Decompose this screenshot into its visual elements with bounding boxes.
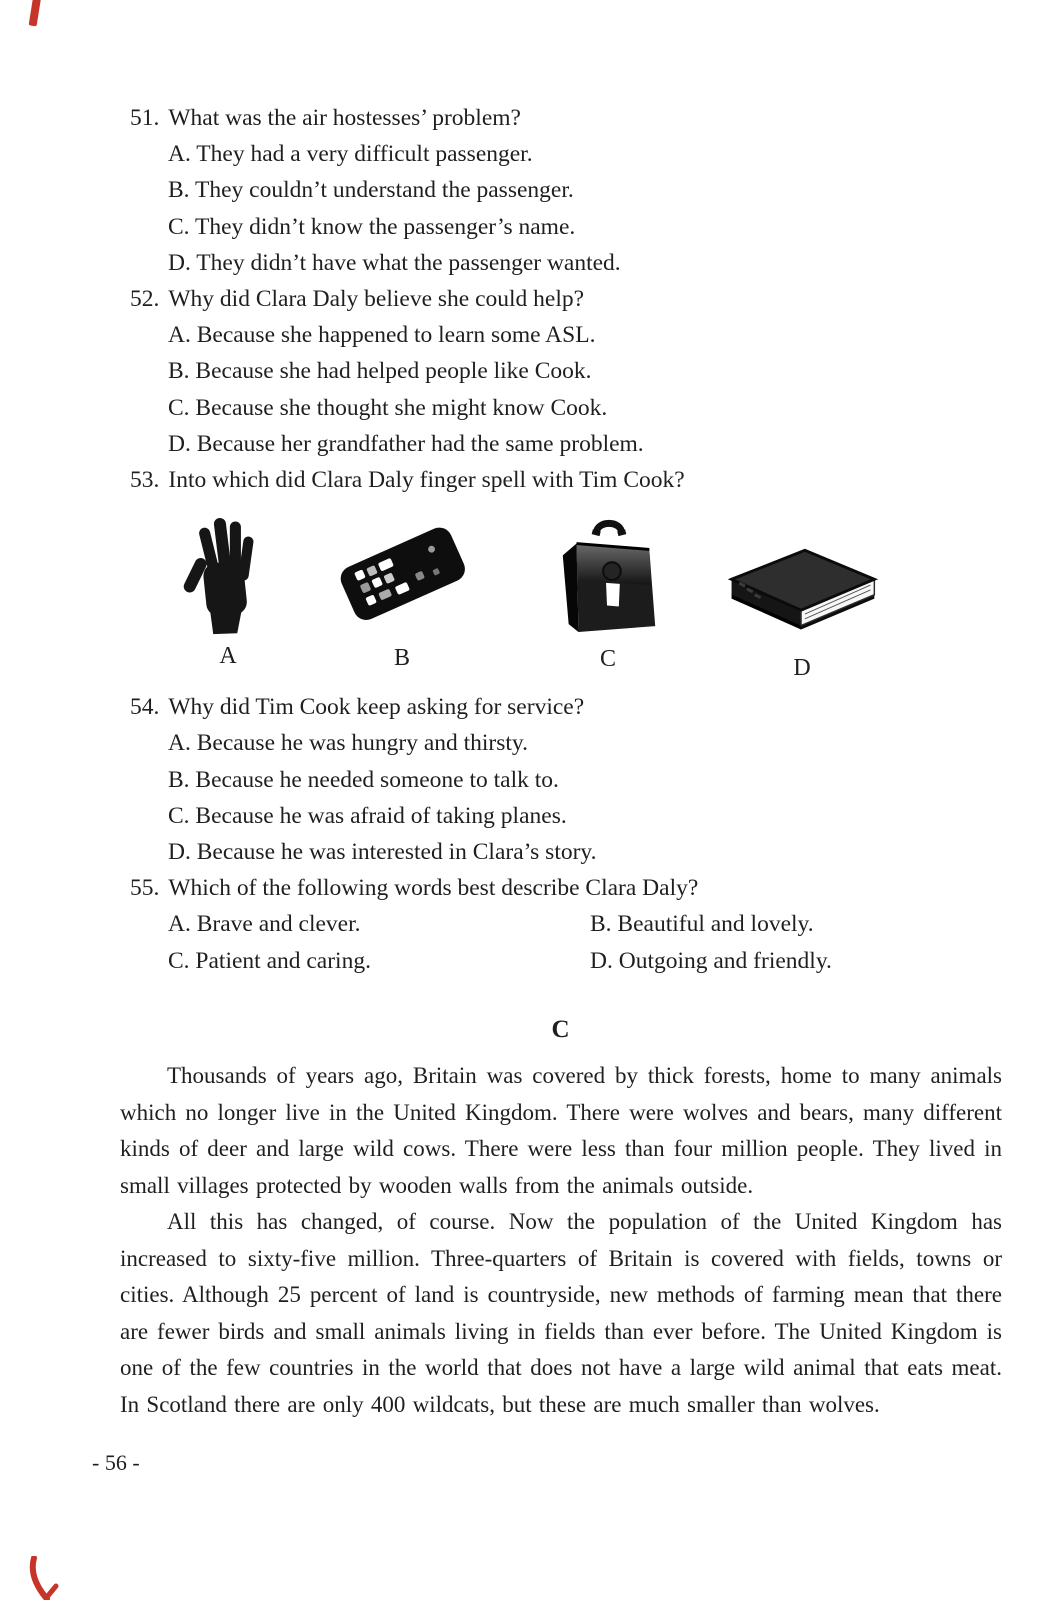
question-51-option-b: B. They couldn’t understand the passenger. xyxy=(168,177,574,204)
image-option-c xyxy=(548,512,668,671)
passage-paragraph-2: All this has changed, of course. Now the population of the United Kingdom has increased to sixty-five million. Three-quarters of Britain is covered with fields, towns or cities. Although 25 percent of land is countryside, new methods of farming mean that there are fewer birds and small animals living in fields than ever before. The United Kingdom is one of the few countries in the world that does not have a large wild animal that eats meat. In Scotland there are only 400 wildcats, but these are much smaller than wolves. xyxy=(120,1209,1002,1417)
red-pen-mark-bottom xyxy=(20,1556,62,1605)
question-55-option-d: D. Outgoing and friendly. xyxy=(590,947,832,974)
question-51-option-d: D. They didn’t have what the passenger wanted. xyxy=(168,249,621,276)
passage-paragraph-1: Thousands of years ago, Britain was covered by thick forests, home to many animals which no longer live in the United Kingdom. There were wolves and bears, many different kinds of deer and large wild cows. There were less than four million people. They lived in small villages protected by wooden walls from the animals outside. xyxy=(120,1063,1002,1198)
image-option-b xyxy=(328,522,476,670)
question-54-option-d: D. Because he was interested in Clara’s story. xyxy=(168,839,597,866)
questions-block xyxy=(130,100,1007,979)
question-51-number: 51. xyxy=(130,105,160,131)
question-52-number: 52. xyxy=(130,286,160,313)
question-54 xyxy=(130,689,1007,870)
question-52-option-c: C. Because she thought she might know Cook. xyxy=(168,394,608,421)
question-54-option-a: A. Because he was hungry and thirsty. xyxy=(168,730,529,757)
question-54-option-c: C. Because he was afraid of taking planes. xyxy=(168,802,567,829)
question-55-option-c: C. Patient and caring. xyxy=(168,947,371,974)
passage xyxy=(120,1058,1002,1423)
briefcase-icon xyxy=(549,512,667,638)
question-53 xyxy=(130,462,1007,689)
image-option-a xyxy=(176,516,280,668)
reading-section-c xyxy=(120,1016,1002,1423)
question-55-text: Which of the following words best describe Clara Daly? xyxy=(168,875,699,902)
hand-icon xyxy=(180,516,276,636)
image-option-c-label: C xyxy=(599,646,616,673)
question-52-option-b: B. Because she had helped people like Cook. xyxy=(168,358,592,385)
question-51-option-c: C. They didn’t know the passenger’s name. xyxy=(168,213,576,240)
page-number: - 56 - xyxy=(92,1450,140,1475)
image-option-a-label: A xyxy=(219,643,237,670)
book-icon xyxy=(720,538,884,636)
image-option-b-label: B xyxy=(393,645,410,672)
question-54-option-b: B. Because he needed someone to talk to. xyxy=(168,766,559,793)
red-pen-mark-top xyxy=(29,0,42,26)
question-52-option-d: D. Because her grandfather had the same problem. xyxy=(168,430,644,457)
question-51-text: What was the air hostesses’ problem? xyxy=(168,105,521,131)
image-option-d-label: D xyxy=(793,655,811,682)
question-55-option-a: A. Brave and clever. xyxy=(168,911,361,938)
question-52-text: Why did Clara Daly believe she could help? xyxy=(168,286,585,313)
question-51 xyxy=(130,100,1007,281)
section-heading: C xyxy=(551,1016,571,1043)
question-55 xyxy=(130,870,1007,979)
question-55-number: 55. xyxy=(130,875,160,902)
question-54-text: Why did Tim Cook keep asking for service? xyxy=(168,694,585,721)
question-52 xyxy=(130,281,1007,462)
smartphone-icon xyxy=(328,522,476,622)
question-55-option-b: B. Beautiful and lovely. xyxy=(590,911,814,938)
question-52-option-a: A. Because she happened to learn some ASL. xyxy=(168,322,596,349)
question-53-number: 53. xyxy=(130,467,160,494)
question-53-text: Into which did Clara Daly finger spell with Tim Cook? xyxy=(168,467,685,494)
question-54-number: 54. xyxy=(130,694,160,721)
image-option-d xyxy=(718,538,886,680)
question-53-images xyxy=(0,498,1007,689)
question-51-option-a: A. They had a very difficult passenger. xyxy=(168,141,533,168)
